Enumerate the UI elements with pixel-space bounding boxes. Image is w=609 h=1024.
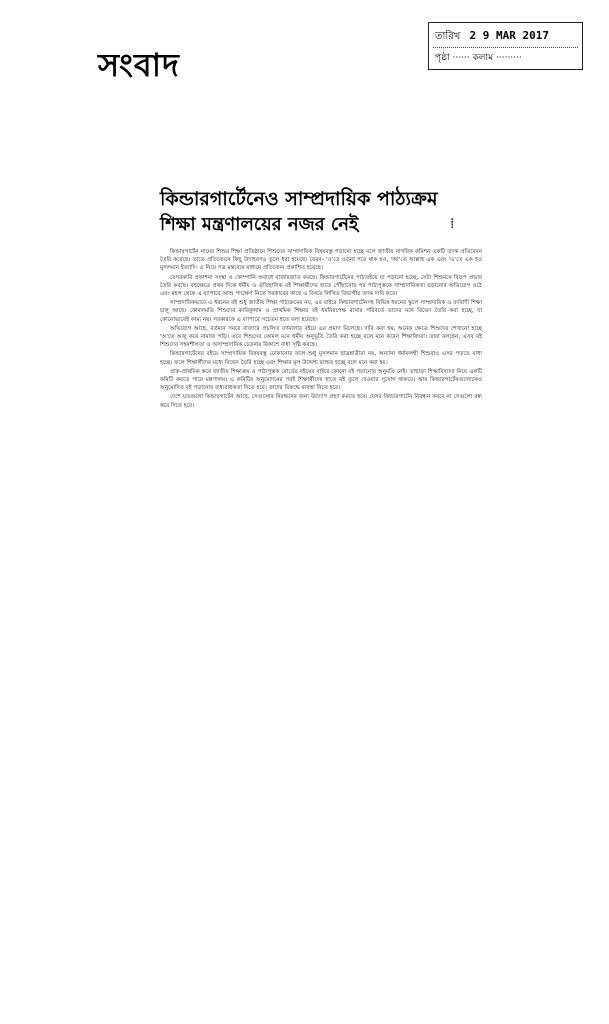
handwritten-mark: ⁞ [450,216,455,232]
article-paragraph: বেসরকারি প্রকাশনা সংস্থা ও কোম্পানি অবাধে বাজারজাত করছে। কিন্ডারগার্টেনের পাঠ্যবইয়ে যা পড়ানো হচ্ছে, সেটা শিশুমনে বিরূপ প্রভাব তৈরি করছে। বহুক্ষেত্রে প্রথম দিকে ধর্মীয় ও ঐতিহাসিক বই শিক্ষার্থীদের হাতে পৌঁছানোর পর পাঠ্যপুস্তকে সাম্প্রদায়িকতা ছড়ানোর অভিযোগ ওঠে এবং মহল থেকে এ ব্যাপারে আশু পদক্ষেপ নিতে সরকারের কাছে এ বিষয়ে লিখিত বিভাগীয় তদন্ত দাবি করে। [160,274,482,298]
newspaper-clipping [160,186,482,731]
stamp-date-value: 2 9 MAR 2017 [469,29,550,42]
newspaper-masthead: সংবাদ [98,46,180,84]
article-paragraph: প্রাক-প্রাথমিক স্তরে জাতীয় শিক্ষাক্রম ও পাঠ্যপুস্তক বোর্ডের বইয়ের বাইরে কোনো বই পড়ানোর অনুমতি নেই। তাছাড়া শিক্ষাবিদদের নিয়ে একটি কমিটি করতে পারে মন্ত্রণালয়। এ কমিটির অনুমোদনের পরই শিক্ষার্থীদের হাতে বই তুলে দেওয়ার সুযোগ থাকবে। আর কিন্ডারগার্টেনগুলোকেও অনুমোদিত বই পড়ানোর বাধ্যবাধকতা দিতে হবে। তাদের বিরুদ্ধে ব্যবস্থা নিতে হবে। [160,368,482,392]
article-paragraph: সাম্প্রদায়িকভাবে এ ধরনের বই শুধু জাতীয় শিক্ষা পাঠ্যক্রমের নয়, এর বাইরে কিন্ডারগার্টেনসহ বিভিন্ন ধরনের স্কুলে সাম্প্রদায়িক ও বর্ণবাদী শিক্ষা চালু আছে। কোমলমতি শিশুদের কারিকুলাম ও প্রাথমিক শিক্ষার বই ধর্মনিরপেক্ষ রাখার পরিবর্তে তাদের মনে বিভেদ তৈরি করা হচ্ছে, যা কোনোভাবেই কাম্য নয়। সরকারকে এ ব্যাপারে সচেতন হতে বলা হয়েছে। [160,300,482,323]
headline-line-1: কিন্ডারগার্টেনেও সাম্প্রদায়িক পাঠ্যক্রম [160,188,438,210]
headline-line-2: শিক্ষা মন্ত্রণালয়ের নজর নেই [160,214,359,235]
stamp-divider [433,47,578,48]
article-paragraph: দেশে যতগুলো কিন্ডারগার্টেন আছে, সেগুলোর নিবন্ধনের জন্য উদ্যোগ গ্রহণ করতে হবে। যেসব কিন্ডারগার্টেন নিবন্ধন করবে না সেগুলো বন্ধ করে দিতে হবে। [160,394,482,409]
archive-date-stamp [428,22,583,70]
article-paragraph: কিন্ডারগার্টেনের বইয়ে সাম্প্রদায়িক বিষয়বস্তু ঢোকানোর ফলে শুধু মুসলমান ছাত্রছাত্রীরা নয়, অন্যান্য ধর্মাবলম্বী শিশুরাও এসব পড়তে বাধ্য হচ্ছে। ফলে শিক্ষার্থীদের মধ্যে বিভেদ তৈরি হচ্ছে এবং শিক্ষার মূল উদ্দেশ্য ব্যাহত হচ্ছে বলে মনে করা হয়। [160,351,482,366]
stamp-page-row: পৃষ্ঠা ······ কলাম ········· [435,53,522,63]
stamp-column-label: কলাম [472,53,494,63]
article-body [160,248,482,410]
article-paragraph: অভিযোগ আছে, বর্তমান সময়ে বাজারে প্রচলিত বর্ণমালার বইয়ে এর প্রমাণ মিলেছে। দাবি করা হয়, অনেক ক্ষেত্রে শিশুদের শেখানো হচ্ছে 'অ'তে অজু করে নামাজ পড়ি। তবে শিশুদের কোমল মনে ধর্মীয় অনুভূতি তৈরি করা হচ্ছে বলে মনে করেন শিক্ষাবিদরা। তারা বলছেন, এসব বই শিশুদের সহনশীলতা ও অসাম্প্রদায়িক চেতনার বিকাশে বাধা সৃষ্টি করছে। [160,325,482,349]
stamp-date-label: তারিখ [435,31,461,42]
article-headline [160,186,482,238]
stamp-date-row [435,29,578,46]
stamp-page-label: পৃষ্ঠা [435,53,450,63]
article-paragraph: কিন্ডারগার্টেন নামের শিশুর শিক্ষা প্রতিষ্ঠানে শিশুদের সাম্প্রদায়িক বিষয়বস্তু পড়ানো হচ্ছে বলে জাতীয় নাগরিক কমিশন একটি তদন্ত প্রতিবেদন তৈরি করেছে। তাতে প্রতিবেদনে কিছু উদাহরণও তুলে ধরা হয়েছে। যেমন- 'ও'তে ওড়না পরে থাক হও, 'আ'তে আল্লাহ এক এবং 'এ'তে এক হও মুসলমান ইত্যাদি। এ নিয়ে পত্র মন্তব্যের মাধ্যমে প্রতিবেদন প্রকাশিত হয়েছে। [160,249,482,272]
